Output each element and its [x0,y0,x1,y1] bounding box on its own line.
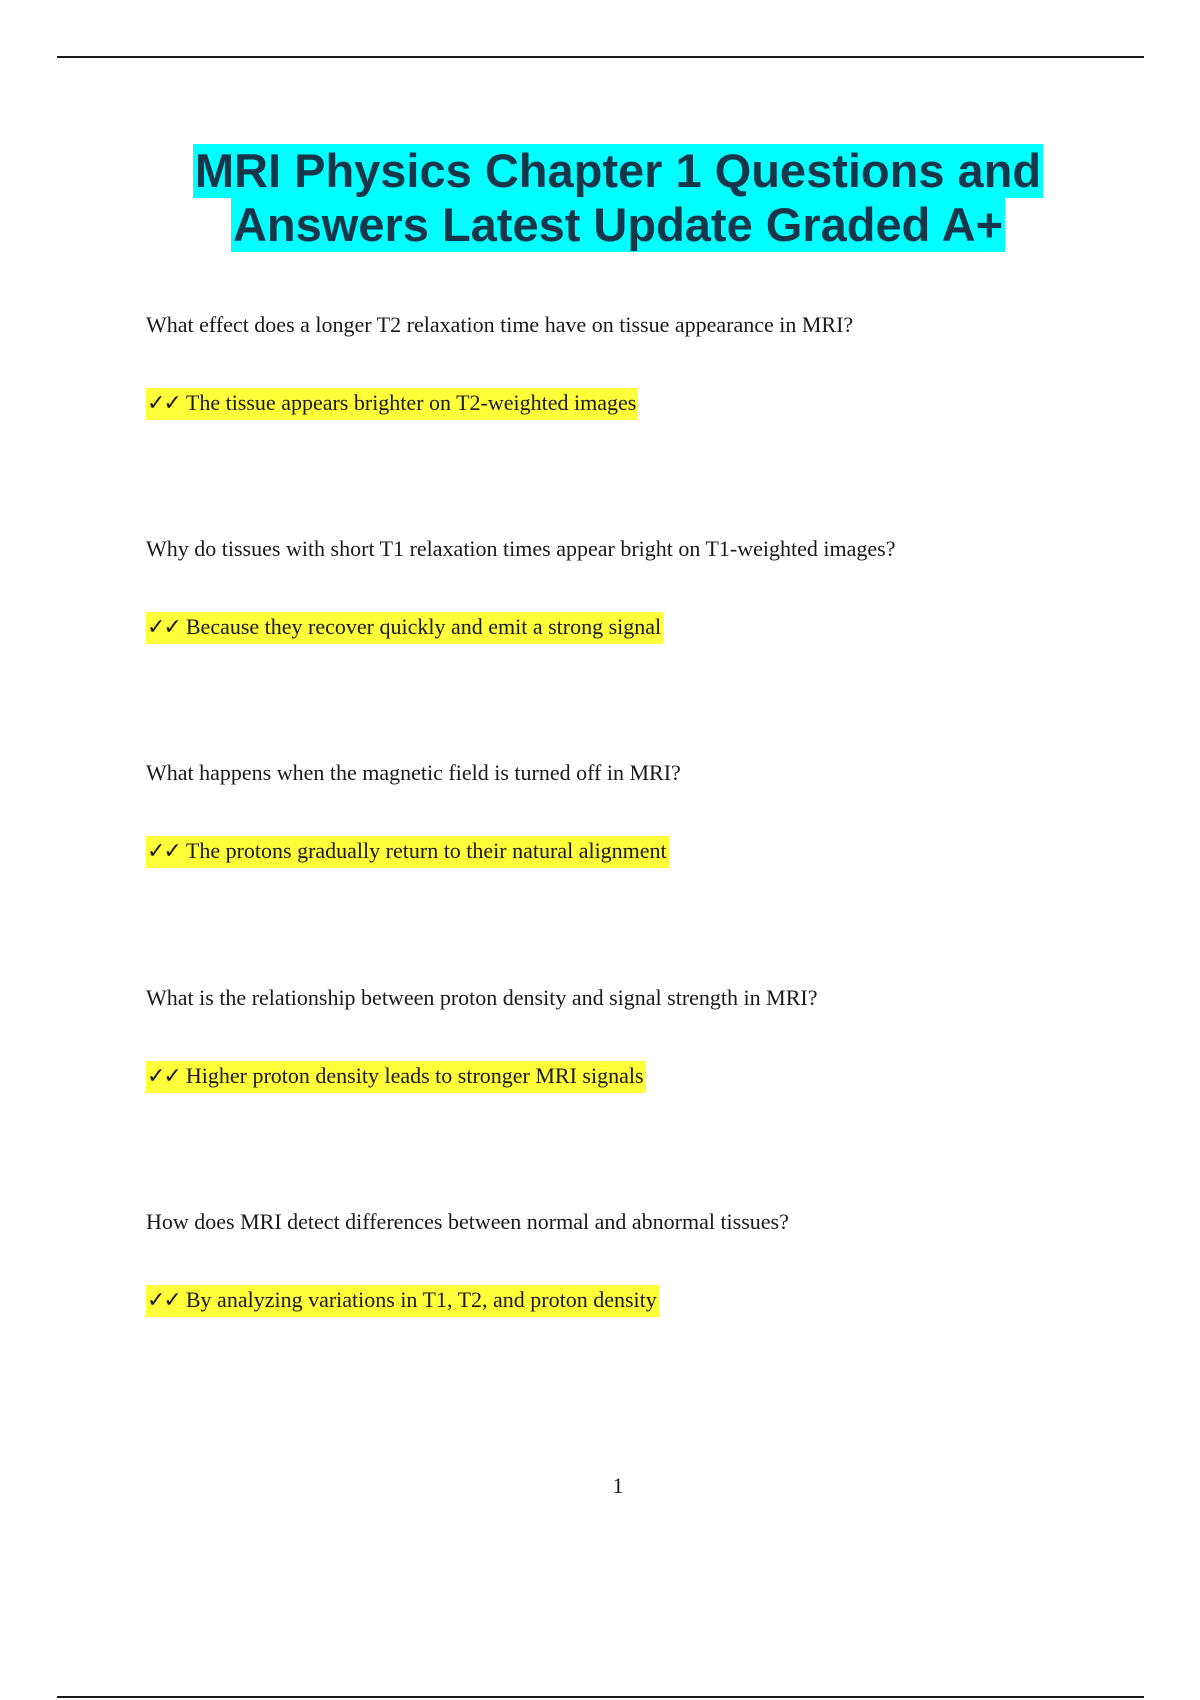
document-title [0,144,1200,252]
qa-item-4 [146,984,1106,1093]
answer-text: The protons gradually return to their natural alignment [185,838,667,863]
header-rule [57,56,1144,58]
answer [146,836,1106,868]
answer [146,612,1106,644]
answer [146,388,1106,420]
qa-item-5 [146,1208,1106,1317]
qa-item-3 [146,759,1106,868]
footer-rule [57,1696,1144,1698]
question-text: How does MRI detect differences between normal and abnormal tissues? [146,1209,789,1234]
page-number: 1 [612,1473,624,1498]
answer-text: Because they recover quickly and emit a strong signal [185,614,662,639]
question-text: What effect does a longer T2 relaxation time have on tissue appearance in MRI? [146,312,854,337]
double-check-icon: ✓✓ [147,1064,180,1089]
double-check-icon: ✓✓ [147,1288,180,1313]
question-text: Why do tissues with short T1 relaxation times appear bright on T1-weighted images? [146,536,896,561]
answer-highlight [146,388,638,420]
answer-text: By analyzing variations in T1, T2, and proton density [185,1287,657,1312]
answer [146,1285,1106,1317]
question-text: What happens when the magnetic field is turned off in MRI? [146,760,681,785]
answer-highlight [146,1061,646,1093]
answer-text: Higher proton density leads to stronger MRI signals [185,1063,644,1088]
double-check-icon: ✓✓ [147,615,180,640]
answer-highlight [146,836,669,868]
title-line-2: Answers Latest Update Graded A+ [232,198,1004,251]
answer [146,1061,1106,1093]
answer-highlight [146,1285,659,1317]
qa-item-1 [146,311,1106,420]
qa-item-2 [146,535,1106,644]
question-text: What is the relationship between proton density and signal strength in MRI? [146,985,818,1010]
double-check-icon: ✓✓ [147,391,180,416]
double-check-icon: ✓✓ [147,839,180,864]
title-line-1: MRI Physics Chapter 1 Questions and [194,144,1042,197]
answer-highlight [146,612,663,644]
answer-text: The tissue appears brighter on T2-weighted images [185,390,637,415]
